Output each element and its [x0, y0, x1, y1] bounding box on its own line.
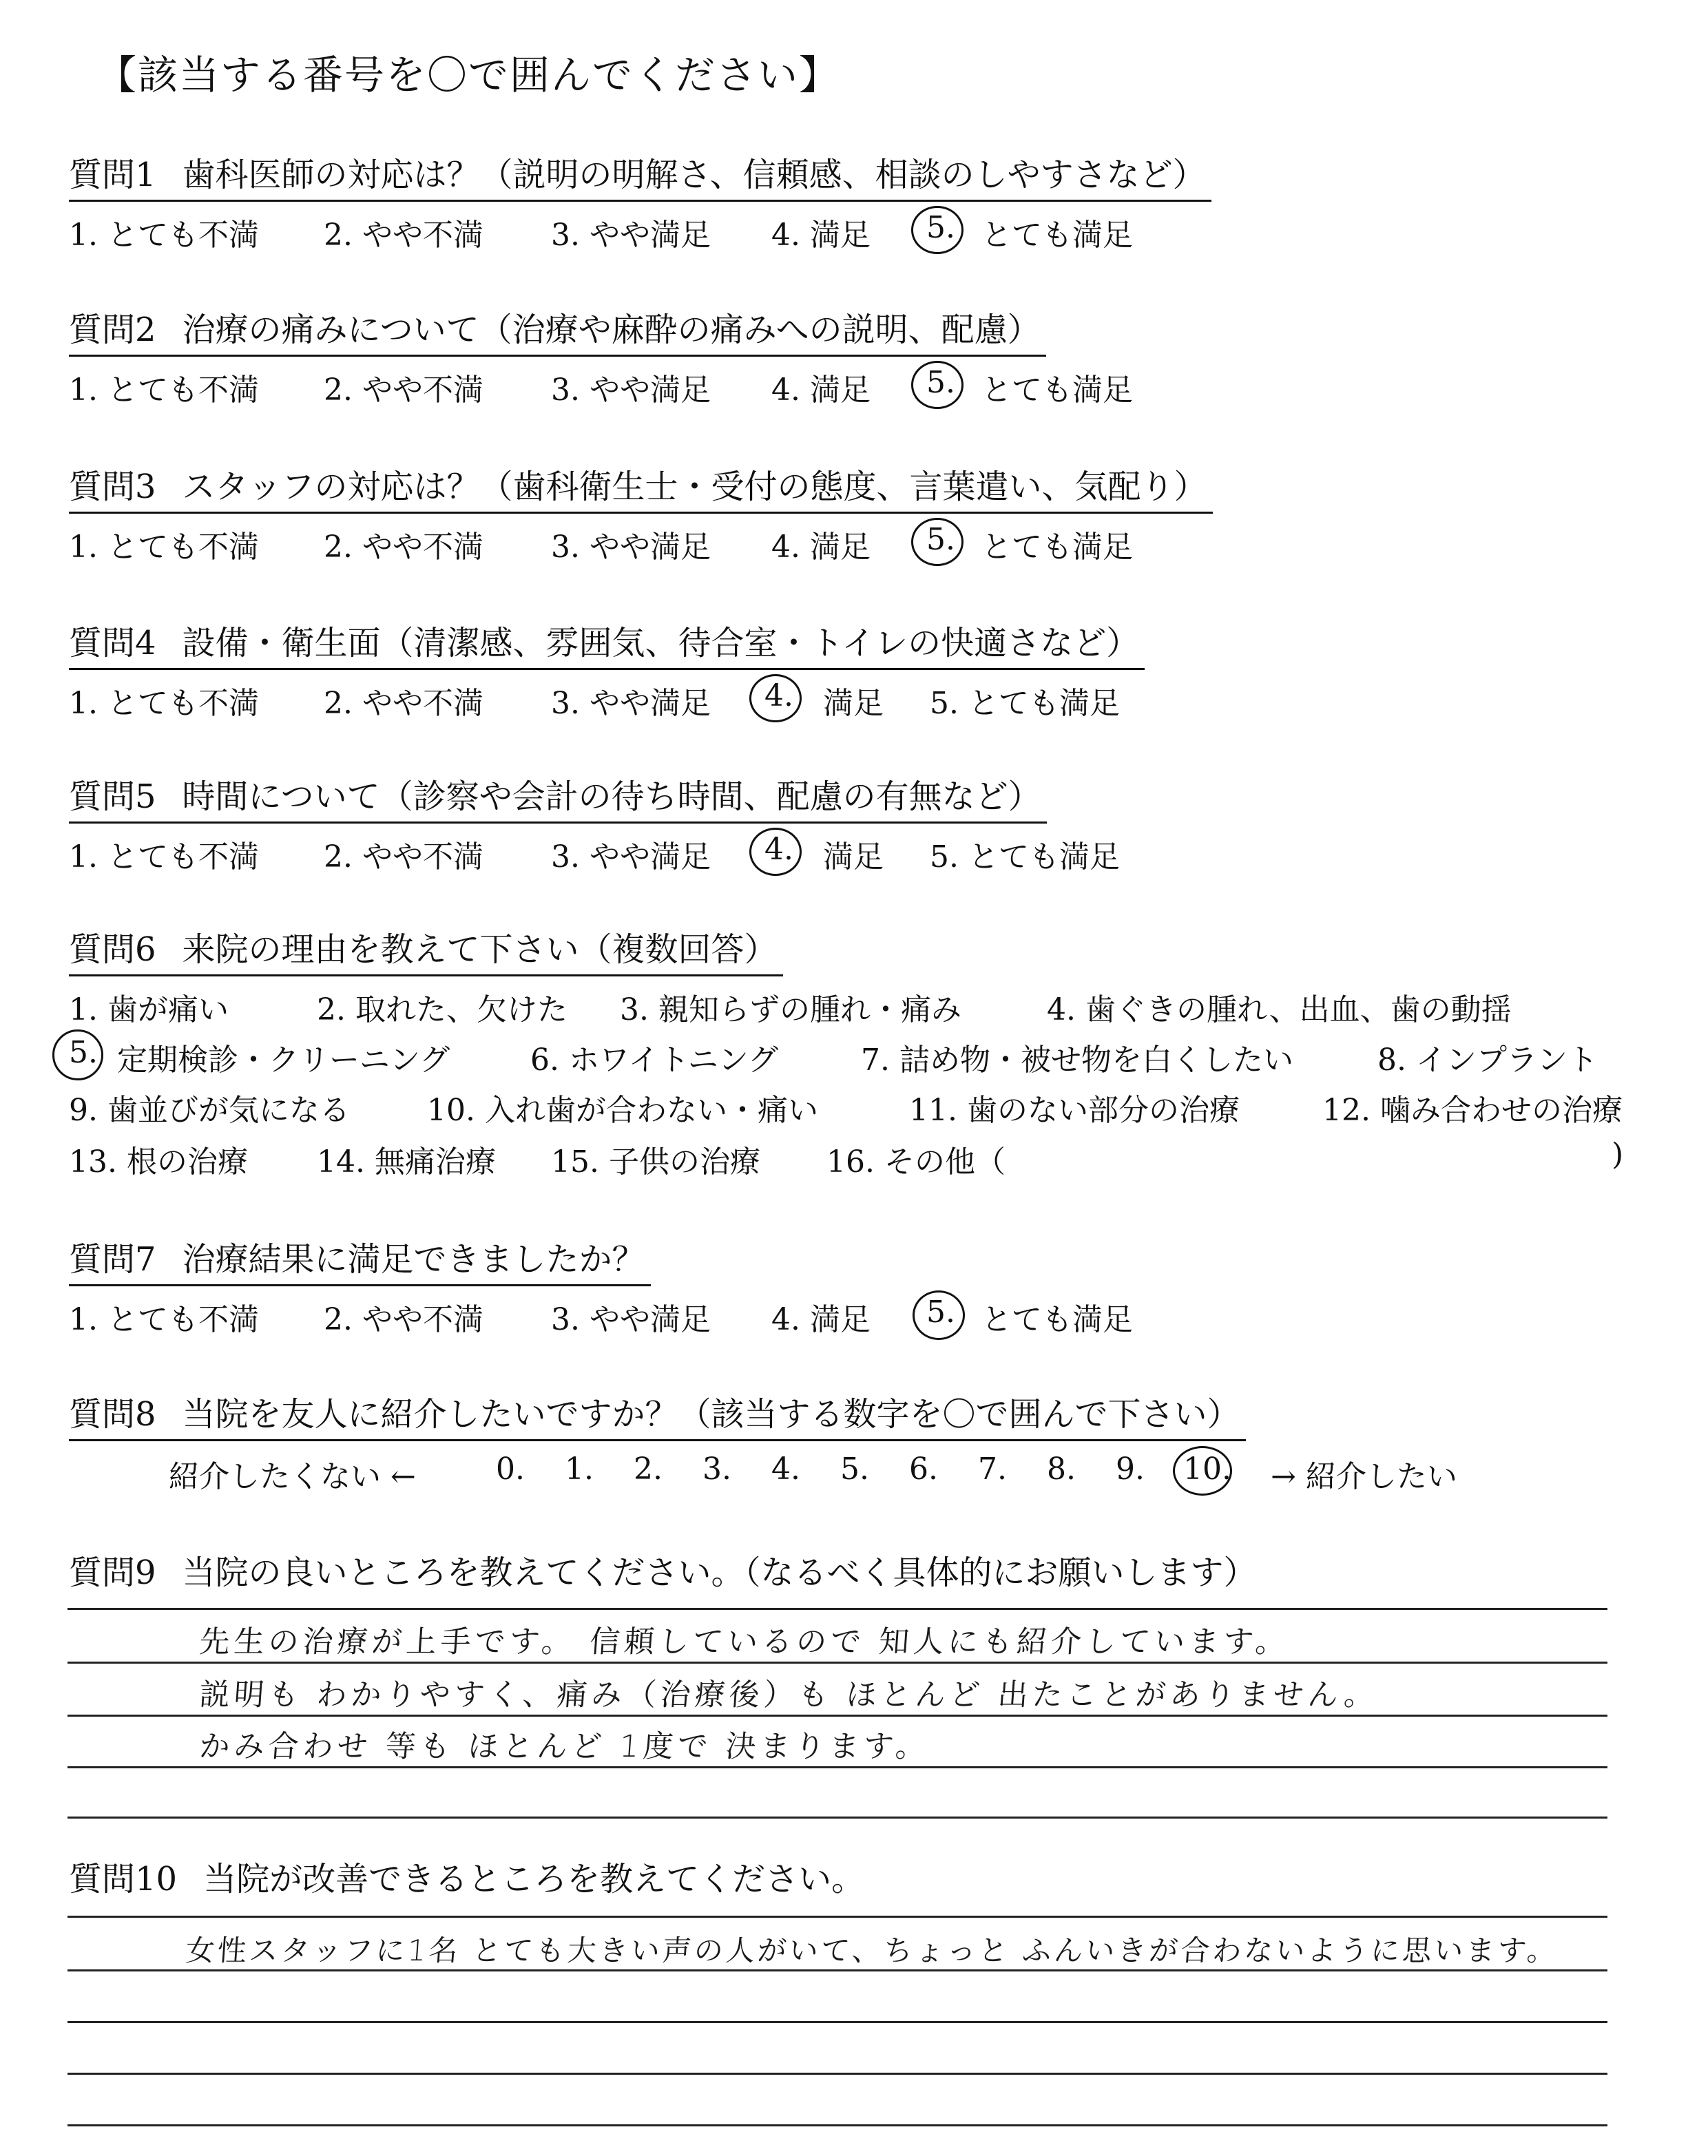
reason-option[interactable]: 6. ホワイトニング — [530, 1043, 779, 1078]
selection-circle — [913, 1290, 965, 1340]
rating-option[interactable]: 5. とても満足 — [930, 839, 1120, 875]
rating-option[interactable]: 3. やや満足 — [551, 373, 711, 408]
rating-option-number[interactable]: 5. — [926, 365, 955, 400]
rating-option[interactable]: 5. とても満足 — [930, 686, 1120, 721]
reason-option[interactable]: 11. 歯のない部分の治療 — [909, 1093, 1240, 1128]
handwritten-answer: 説明も わかりやすく、痛み（治療後）も ほとんど 出たことがありません。 — [198, 1677, 1380, 1713]
rating-option[interactable]: 1. とても不満 — [69, 839, 259, 875]
rating-option[interactable]: 2. やや不満 — [324, 839, 483, 875]
scale-number[interactable]: 6. — [909, 1452, 938, 1487]
question-3 — [69, 460, 1213, 514]
answer-line — [67, 1662, 1607, 1664]
reason-option[interactable]: 13. 根の治療 — [69, 1144, 248, 1180]
answer-line — [67, 1916, 1607, 1918]
rating-option[interactable]: 満足 — [823, 686, 884, 721]
question-4 — [69, 616, 1145, 670]
rating-option-label: とても満足 — [981, 1302, 1133, 1337]
question-6-heading: 質問6 来院の理由を教えて下さい（複数回答） — [69, 923, 783, 976]
rating-option[interactable]: 1. とても不満 — [69, 686, 259, 721]
scale-number[interactable]: 7. — [978, 1452, 1007, 1487]
rating-option[interactable]: 4. 満足 — [771, 1302, 871, 1337]
question-heading: 質問1 歯科医師の対応は？（説明の明解さ、信頼感、相談のしやすさなど） — [69, 148, 1211, 202]
handwritten-answer: 先生の治療が上手です。 信頼しているので 知人にも紹介しています。 — [198, 1624, 1291, 1660]
question-8-scale — [0, 1452, 1708, 1493]
scale-number[interactable]: 10. — [1183, 1452, 1231, 1487]
selection-circle — [52, 1029, 103, 1080]
question-heading: 質問5 時間について（診察や会計の待ち時間、配慮の有無など） — [69, 770, 1047, 824]
rating-option-number[interactable]: 5. — [926, 1295, 955, 1330]
rating-option[interactable]: 2. やや不満 — [324, 1302, 483, 1337]
selection-circle — [911, 206, 964, 254]
reason-option[interactable]: 1. 歯が痛い — [69, 992, 229, 1027]
answer-line — [67, 2021, 1607, 2023]
rating-option[interactable]: とても満足 — [981, 530, 1133, 565]
rating-option[interactable]: 2. やや不満 — [324, 218, 483, 253]
answer-line — [67, 1766, 1607, 1768]
scale-number[interactable]: 4. — [771, 1452, 800, 1487]
question-2 — [69, 303, 1046, 357]
reason-option[interactable]: 9. 歯並びが気になる — [69, 1093, 350, 1128]
reason-option[interactable]: 12. 噛み合わせの治療 — [1322, 1093, 1623, 1128]
rating-option[interactable]: とても満足 — [981, 218, 1133, 253]
reason-option[interactable]: 14. 無痛治療 — [317, 1144, 496, 1180]
handwritten-answer: かみ合わせ 等も ほとんど 1度で 決まります。 — [198, 1729, 931, 1764]
scale-number[interactable]: 3. — [702, 1452, 731, 1487]
question-9 — [69, 1546, 1257, 1593]
question-1 — [69, 148, 1211, 202]
reason-option[interactable]: 2. 取れた、欠けた — [317, 992, 567, 1027]
answer-line — [67, 2073, 1607, 2075]
rating-option-number[interactable]: 4. — [764, 832, 793, 867]
rating-option[interactable]: 3. やや満足 — [551, 530, 711, 565]
reason-option-other[interactable]: 16. その他（ — [826, 1144, 1006, 1180]
answer-line — [67, 1969, 1607, 1971]
scale-number[interactable]: 8. — [1047, 1452, 1076, 1487]
rating-option[interactable]: 2. やや不満 — [324, 530, 483, 565]
rating-option[interactable]: 1. とても不満 — [69, 1302, 259, 1337]
question-5 — [69, 770, 1047, 824]
rating-option[interactable]: 1. とても不満 — [69, 530, 259, 565]
scale-number[interactable]: 0. — [496, 1452, 525, 1487]
rating-option[interactable]: 1. とても不満 — [69, 218, 259, 253]
scale-left-label: 紹介したくない ← — [169, 1459, 416, 1494]
selection-circle — [749, 674, 802, 722]
rating-option[interactable]: 1. とても不満 — [69, 373, 259, 408]
reason-option[interactable]: 15. 子供の治療 — [551, 1144, 760, 1180]
rating-option[interactable]: 3. やや満足 — [551, 218, 711, 253]
answer-line — [67, 2124, 1607, 2126]
question-7 — [69, 1233, 651, 1286]
scale-right-label: → 紹介したい — [1271, 1459, 1457, 1494]
reason-option[interactable]: 4. 歯ぐきの腫れ、出血、歯の動揺 — [1047, 992, 1512, 1027]
scale-number[interactable]: 1. — [565, 1452, 594, 1487]
question-heading: 質問3 スタッフの対応は？（歯科衛生士・受付の態度、言葉遣い、気配り） — [69, 460, 1213, 514]
rating-option[interactable]: 3. やや満足 — [551, 686, 711, 721]
rating-option[interactable]: 4. 満足 — [771, 373, 871, 408]
question-heading: 質問2 治療の痛みについて（治療や麻酔の痛みへの説明、配慮） — [69, 303, 1046, 357]
question-10-heading: 質問10 当院が改善できるところを教えてください。 — [69, 1860, 865, 1898]
rating-option[interactable]: 3. やや満足 — [551, 1302, 711, 1337]
rating-option-number[interactable]: 4. — [764, 678, 793, 713]
question-8-heading: 質問8 当院を友人に紹介したいですか？（該当する数字を〇で囲んで下さい） — [69, 1388, 1246, 1441]
reason-option[interactable]: 定期検診・クリーニング — [117, 1043, 450, 1078]
answer-line — [67, 1608, 1607, 1610]
rating-option[interactable]: 4. 満足 — [771, 530, 871, 565]
answer-line — [67, 1715, 1607, 1717]
question-7-heading: 質問7 治療結果に満足できましたか？ — [69, 1233, 651, 1286]
question-8 — [69, 1388, 1246, 1441]
question-10 — [69, 1852, 864, 1900]
page-title: 【該当する番号を〇で囲んでください】 — [96, 52, 841, 98]
selection-circle — [911, 361, 964, 409]
rating-option[interactable]: 3. やや満足 — [551, 839, 711, 875]
other-close-paren: ) — [1612, 1137, 1624, 1172]
rating-option[interactable]: 満足 — [823, 839, 884, 875]
reason-option[interactable]: 8. インプラント — [1377, 1043, 1598, 1078]
rating-option-number[interactable]: 5. — [926, 522, 955, 557]
rating-option[interactable]: 2. やや不満 — [324, 686, 483, 721]
question-heading: 質問4 設備・衛生面（清潔感、雰囲気、待合室・トイレの快適さなど） — [69, 616, 1145, 670]
scale-number[interactable]: 9. — [1116, 1452, 1145, 1487]
reason-option[interactable]: 10. 入れ歯が合わない・痛い — [427, 1093, 818, 1128]
selection-circle — [911, 518, 964, 566]
scale-number[interactable]: 2. — [634, 1452, 663, 1487]
rating-option[interactable]: 2. やや不満 — [324, 373, 483, 408]
rating-option[interactable]: とても満足 — [981, 373, 1133, 408]
scale-number[interactable]: 5. — [840, 1452, 869, 1487]
reason-option[interactable]: 7. 詰め物・被せ物を白くしたい — [861, 1043, 1293, 1078]
reason-option[interactable]: 3. 親知らずの腫れ・痛み — [620, 992, 961, 1027]
reason-option-number[interactable]: 5. — [69, 1035, 98, 1070]
selection-circle — [749, 828, 802, 876]
rating-option-number[interactable]: 5. — [926, 210, 955, 245]
answer-line — [67, 1817, 1607, 1819]
question-6 — [69, 923, 783, 976]
question-9-heading: 質問9 当院の良いところを教えてください。（なるべく具体的にお願いします） — [69, 1553, 1257, 1592]
handwritten-answer: 女性スタッフに1名 とても大きい声の人がいて、ちょっと ふんいきが合わないように思います。 — [185, 1934, 1560, 1967]
rating-option[interactable]: 4. 満足 — [771, 218, 871, 253]
selection-circle — [1173, 1446, 1232, 1496]
